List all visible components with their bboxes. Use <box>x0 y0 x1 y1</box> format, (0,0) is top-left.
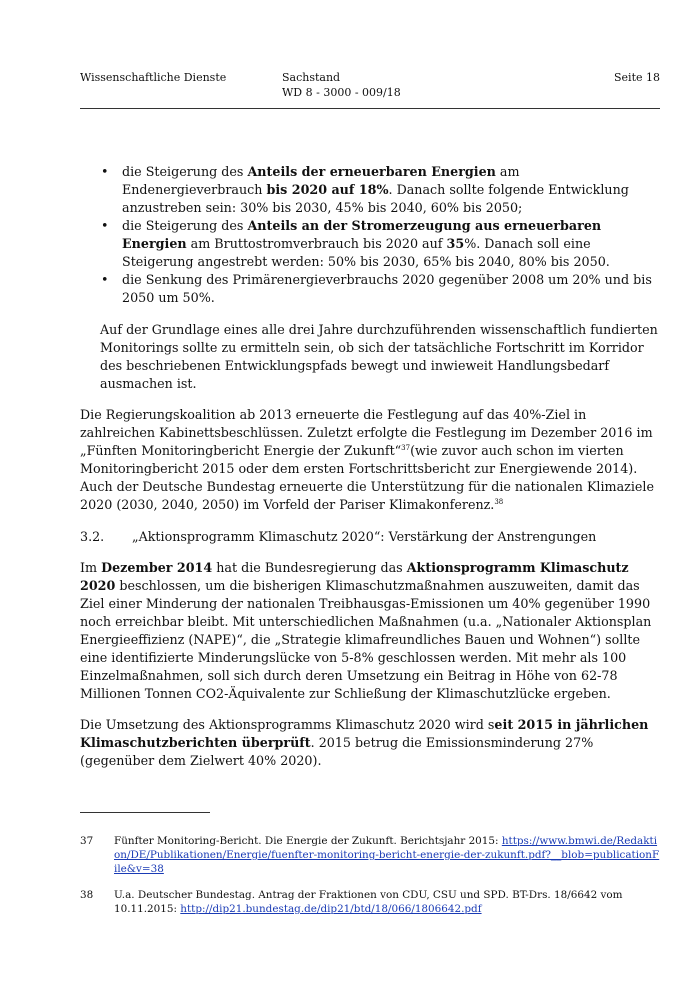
footnote-link[interactable]: http://dip21.bundestag.de/dip21/btd/18/066/1806642.pdf <box>180 903 482 915</box>
bullet-icon: • <box>101 164 109 179</box>
list-item: • die Senkung des Primärenergieverbrauchs 2020 gegenüber 2008 um 20% und bis 2050 um 50%. <box>101 272 652 305</box>
footnote-link[interactable]: https://www.bmwi.de/Redaktion/DE/Publikationen/Energie/fuenfter-monitoring-bericht-energie-der-zukunft.pdf?__blob=publicationFile&v=38 <box>114 835 660 875</box>
footnote-text: U.a. Deutscher Bundestag. Antrag der Fraktionen von CDU, CSU und SPD. BT-Drs. 18/6642 vom 10.11.2015: <box>114 889 623 915</box>
section-heading <box>80 528 660 546</box>
footnote-38 <box>80 888 660 916</box>
footnote-ref-37[interactable]: 37 <box>401 443 411 452</box>
header-document-info <box>282 70 401 100</box>
bullet-icon: • <box>101 218 109 233</box>
implementation-paragraph: Die Umsetzung des Aktionsprogramms Klimaschutz 2020 wird seit 2015 in jährlichen Klimaschutzberichten überprüft. 2015 betrug die Emissionsminderung 27% (gegenüber dem Zielwert 40% 2020). <box>80 717 649 768</box>
footnote-text: Fünfter Monitoring-Bericht. Die Energie der Zukunft. Berichtsjahr 2015: <box>114 835 502 847</box>
header-doc-type: Sachstand <box>282 71 341 84</box>
footnote-number: 37 <box>80 835 94 847</box>
header-doc-number: WD 8 - 3000 - 009/18 <box>282 86 401 99</box>
footnote-ref-38[interactable]: 38 <box>494 497 504 506</box>
header-divider <box>80 108 660 109</box>
header-institution: Wissenschaftliche Dienste <box>80 71 227 84</box>
monitoring-paragraph: Auf der Grundlage eines alle drei Jahre durchzuführenden wissenschaftlich fundierten Monitorings sollte zu ermitteln sein, ob sich der tatsächliche Fortschritt im Korridor des beschriebenen Entwicklungspfads bewegt und inwieweit Handlungsbedarf ausmachen ist. <box>100 322 658 391</box>
coalition-paragraph: Die Regierungskoalition ab 2013 erneuerte die Festlegung auf das 40%-Ziel in zahlreichen Kabinettsbeschlüssen. Zuletzt erfolgte die Festlegung im Dezember 2016 im „Fünften Monitoringbericht Energie der Zukunft“$^{37}$(wie zuvor auch schon im vierten Monitoringbericht 2015 oder dem ersten Fortschrittsbericht zur Energiewende 2014). Auch der Deutsche Bundestag erneuerte die Unterstützung für die nationalen Klimaziele 2020 (2030, 2040, 2050) im Vorfeld der Pariser Klimakonferenz.$^{38}$ <box>80 407 654 512</box>
footnote-number: 38 <box>80 889 94 901</box>
footnotes <box>80 834 660 928</box>
bullet-icon: • <box>101 272 109 287</box>
list-item: • die Steigerung des Anteils an der Stromerzeugung aus erneuerbaren Energien am Bruttostromverbrauch bis 2020 auf 35%. Danach soll eine Steigerung angestrebt werden: 50% bis 2030, 65% bis 2040, 80% bis 2050. <box>101 218 610 269</box>
footnote-37 <box>80 834 660 876</box>
section-number: 3.2. <box>80 529 105 544</box>
main-content <box>80 163 660 770</box>
page-header <box>80 70 660 110</box>
list-item: • die Steigerung des Anteils der erneuerbaren Energien am Endenergieverbrauch bis 2020 auf 18%. Danach sollte folgende Entwicklung anzustreben sein: 30% bis 2030, 45% bis 2040, 60% bis 2050; <box>101 164 629 215</box>
action-program-paragraph: Im Dezember 2014 hat die Bundesregierung das Aktionsprogramm Klimaschutz 2020 beschlossen, um die bisherigen Klimaschutzmaßnahmen auszuweiten, damit das Ziel einer Minderung der nationalen Treibhausgas-Emissionen um 40% gegenüber 1990 noch erreichbar bleibt. Mit unterschiedlichen Maßnahmen (u.a. „Nationaler Aktionsplan Energieeffizienz (NAPE)“, die „Strategie klimafreundliches Bauen und Wohnen“) sollte eine identifizierte Minderungslücke von 5-8% geschlossen werden. Mit mehr als 100 Einzelmaßnahmen, soll sich durch deren Umsetzung ein Beitrag in Höhe von 62-78 Millionen Tonnen CO2-Äquivalente zur Schließung der Klimaschutzlücke ergeben. <box>80 560 652 701</box>
footnote-divider <box>80 812 210 813</box>
target-list <box>80 163 660 307</box>
section-title: „Aktionsprogramm Klimaschutz 2020“: Verstärkung der Anstrengungen <box>132 529 597 544</box>
page-number: Seite 18 <box>614 71 660 84</box>
